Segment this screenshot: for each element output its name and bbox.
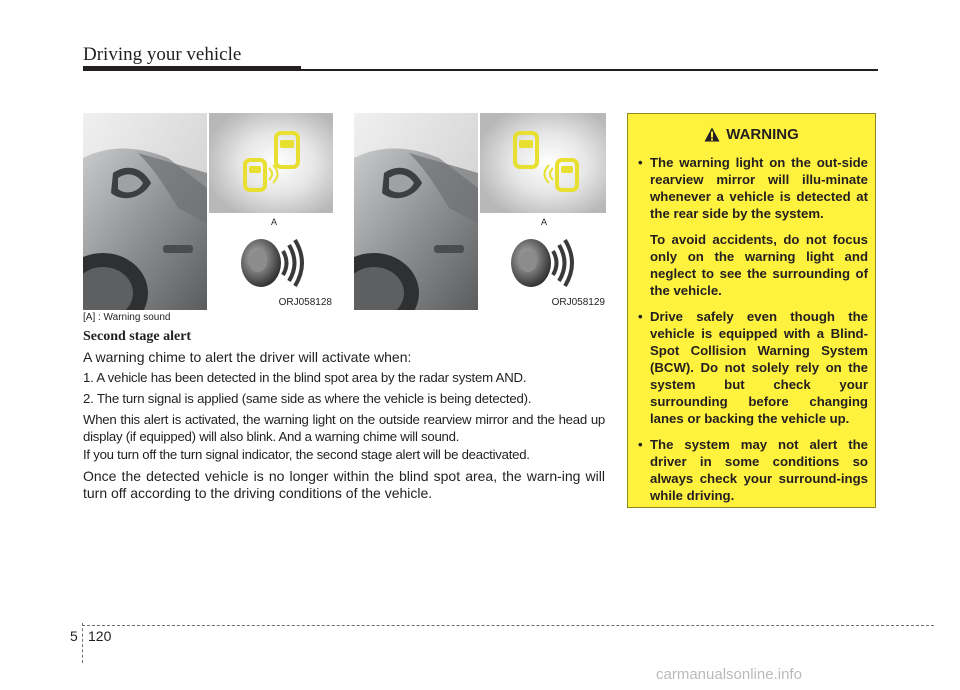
header-rule-thin <box>301 69 878 71</box>
bullet: • <box>638 309 643 324</box>
warning-item <box>638 154 868 299</box>
warning-item-text: The warning light on the out-side rearview mirror will illu-minate whenever a vehicle is detected at the rear side by the system. <box>650 155 868 221</box>
page-number: 120 <box>88 628 112 644</box>
section-heading: Second stage alert <box>83 329 192 344</box>
car-illustration <box>354 113 606 310</box>
warning-item <box>638 436 868 504</box>
chapter-number: 5 <box>70 628 78 644</box>
warning-item-text: The system may not alert the driver in some conditions so always check your surround-ings while driving. <box>650 437 868 503</box>
warning-item-subtext: To avoid accidents, do not focus only on the warning light and neglect to see the surrounding of the vehicle. <box>650 232 868 298</box>
figure-code: ORJ058129 <box>551 297 605 308</box>
body-paragraph: Once the detected vehicle is no longer within the blind spot area, the warn-ing will turn off according to the driving conditions of the vehicle. <box>83 468 605 501</box>
body-paragraph: When this alert is activated, the warning light on the outside rearview mirror and the head up display (if equipped) will also blink. And a warning chime will sound. <box>83 412 605 444</box>
page-header-title: Driving your vehicle <box>83 44 242 65</box>
warning-triangle-icon <box>704 127 720 142</box>
figure-bcw-right <box>354 113 606 310</box>
intro-paragraph: A warning chime to alert the driver will activate when: <box>83 349 412 365</box>
warning-title: WARNING <box>726 126 799 143</box>
footer-divider <box>82 623 83 663</box>
warning-sound-label: A <box>271 217 278 227</box>
warning-item-text: Drive safely even though the vehicle is equipped with a Blind-Spot Collision Warning System (BCW). Do not solely rely on the system but check your surrounding before changing lanes or backing the vehicle up. <box>650 309 868 426</box>
condition-item: 1. A vehicle has been detected in the blind spot area by the radar system AND. <box>83 370 527 385</box>
warning-list <box>638 154 868 513</box>
watermark: carmanualsonline.info <box>656 666 802 683</box>
bullet: • <box>638 437 643 452</box>
bullet: • <box>638 155 643 170</box>
warning-sound-label: A <box>541 217 548 227</box>
figure-bcw-left <box>83 113 333 310</box>
car-illustration <box>83 113 333 310</box>
warning-item <box>638 308 868 427</box>
body-paragraph: If you turn off the turn signal indicator, the second stage alert will be deactivated. <box>83 447 530 462</box>
condition-item: 2. The turn signal is applied (same side as where the vehicle is being detected). <box>83 391 532 406</box>
footer-rule <box>82 625 934 626</box>
warning-header <box>628 126 875 144</box>
figure-code: ORJ058128 <box>278 297 332 308</box>
header-rule <box>83 66 301 71</box>
figure-caption: [A] : Warning sound <box>83 312 171 323</box>
warning-box <box>627 113 876 508</box>
